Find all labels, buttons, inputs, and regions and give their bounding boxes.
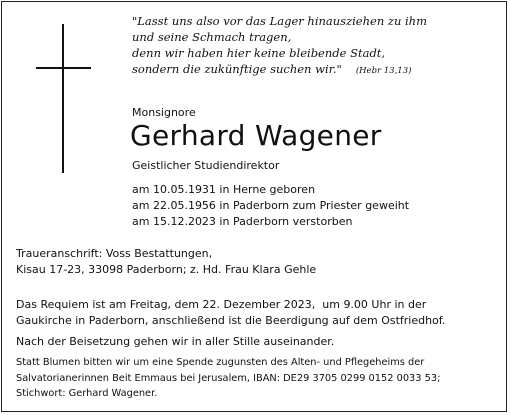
date-line: am 22.05.1956 in Paderborn zum Priester geweiht: [132, 199, 410, 212]
requiem-line: Das Requiem ist am Freitag, dem 22. Dezember 2023, um 9.00 Uhr in der: [16, 298, 427, 311]
date-line: am 10.05.1931 in Herne geboren: [132, 183, 316, 196]
deceased-role: Geistlicher Studiendirektor: [132, 159, 280, 172]
requiem-line: Gaukirche in Paderborn, anschließend ist die Beerdigung auf dem Ostfriedhof.: [16, 314, 446, 327]
donation-line: Statt Blumen bitten wir um eine Spende zugunsten des Alten- und Pflegeheims der: [16, 357, 425, 368]
requiem-info: [16, 297, 445, 329]
donation-line: Stichwort: Gerhard Wagener.: [16, 388, 158, 399]
date-line: am 15.12.2023 in Paderborn verstorben: [132, 215, 353, 228]
quote-line-last: [132, 61, 427, 79]
quote-line: denn wir haben hier keine bleibende Stadt,: [132, 46, 386, 60]
quote-reference: (Hebr 13,13): [355, 66, 412, 76]
cross-icon-vertical: [62, 24, 64, 173]
honorific-title: Monsignore: [132, 106, 196, 119]
deceased-name: Gerhard Wagener: [130, 119, 382, 152]
burial-note: Nach der Beisetzung gehen wir in aller Stille auseinander.: [16, 335, 335, 348]
bible-quote: [132, 13, 427, 79]
donation-line: Salvatorianerinnen Beit Emmaus bei Jerusalem, IBAN: DE29 3705 0299 0152 0033 53;: [16, 372, 441, 384]
contact-line: Kisau 17-23, 33098 Paderborn; z. Hd. Frau Klara Gehle: [16, 263, 317, 276]
contact-line: Traueranschrift: Voss Bestattungen,: [16, 247, 213, 260]
cross-icon-horizontal: [36, 67, 91, 69]
quote-line: sondern die zukünftige suchen wir.": [132, 62, 342, 76]
life-dates: [132, 182, 409, 230]
contact-address: [16, 246, 316, 278]
quote-line: "Lasst uns also vor das Lager hinausziehen zu ihm: [132, 14, 427, 28]
quote-line: und seine Schmach tragen,: [132, 30, 292, 44]
donation-request: [16, 355, 440, 402]
